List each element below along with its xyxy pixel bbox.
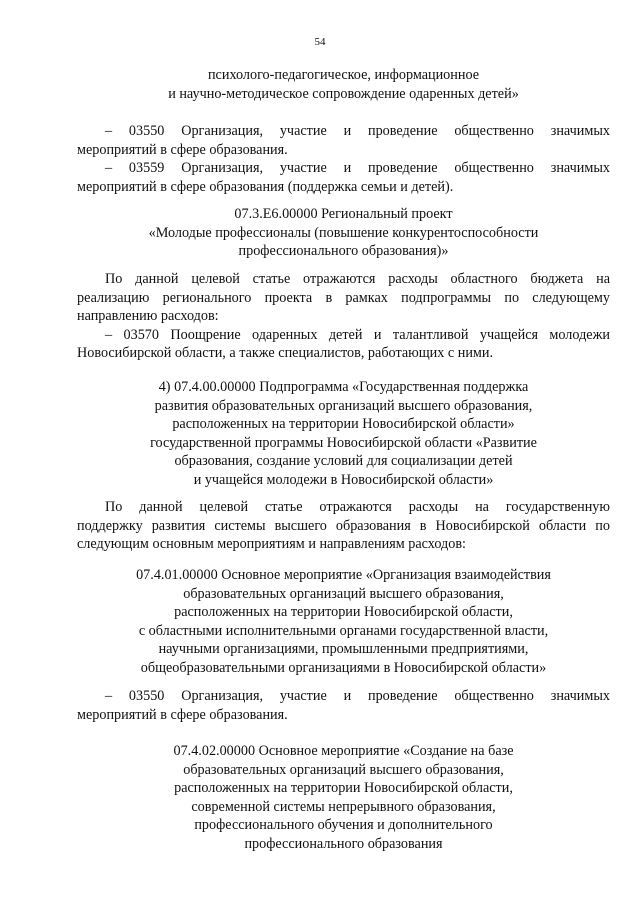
heading-line: расположенных на территории Новосибирской области» [172,416,515,433]
subprogram-heading [77,378,610,490]
paragraph-line: поддержку развития системы высшего образования в Новосибирской области по [77,517,610,534]
list-item-line: мероприятий в сфере образования. [77,141,288,158]
heading-line: научными организациями, промышленными предприятиями, [158,641,529,658]
list-item-line: – 03550 Организация, участие и проведение общественно значимых [105,688,610,704]
list-item-line: – 03559 Организация, участие и проведение общественно значимых [105,160,610,177]
paragraph-subprogram [77,498,610,554]
paragraph-line: По данной целевой статье отражаются расходы на государственную [105,499,610,515]
heading-line: образовательных организаций высшего образования, [183,761,504,778]
list-item-line: – 03550 Организация, участие и проведение общественно значимых [105,123,610,139]
expense-list-1 [77,122,610,196]
heading-line: «Молодые профессионалы (повышение конкурентоспособности [148,224,539,241]
paragraph-line: реализацию регионального проекта в рамках подпрограммы по следующему [77,289,610,306]
heading-line: общеобразовательными организациями в Новосибирской области» [140,659,547,676]
heading-line: образовательных организаций высшего образования, [183,585,504,602]
heading-line: государственной программы Новосибирской области «Развитие [150,434,537,451]
list-item-line: мероприятий в сфере образования. [77,706,288,723]
heading-line: развития образовательных организаций высшего образования, [154,397,533,414]
heading-line: профессионального образования [244,835,443,852]
heading-line: и учащейся молодежи в Новосибирской области» [193,471,494,488]
measure-heading-1 [77,566,610,678]
paragraph-line: По данной целевой статье отражаются расходы областного бюджета на [105,271,610,287]
heading-line: профессионального образования)» [238,243,449,260]
heading-line: расположенных на территории Новосибирской области, [174,780,513,797]
expense-list-2 [77,687,610,724]
heading-line: образования, создание условий для социализации детей [174,453,513,470]
heading-line: 07.3.Е6.00000 Региональный проект [234,206,453,222]
measure-heading-2 [77,742,610,854]
heading-line: психолого-педагогическое, информационное [207,67,480,83]
heading-line: 07.4.02.00000 Основное мероприятие «Создание на базе [173,743,514,759]
heading-line: расположенных на территории Новосибирской области, [174,604,513,621]
page-number: 54 [314,36,326,48]
paragraph-line: направлению расходов: [77,308,219,325]
heading-line: с областными исполнительными органами государственной власти, [138,622,549,639]
heading-line: 4) 07.4.00.00000 Подпрограмма «Государственная поддержка [158,379,529,395]
heading-line: 07.4.01.00000 Основное мероприятие «Организация взаимодействия [136,567,551,583]
paragraph-line: Новосибирской области, а также специалистов, работающих с ними. [77,345,494,362]
list-item-line: мероприятий в сфере образования (поддержка семьи и детей). [77,178,454,195]
heading-line: современной системы непрерывного образования, [191,798,496,815]
heading-line: и научно-методическое сопровождение одаренных детей» [168,85,519,102]
paragraph-regional [77,270,610,363]
paragraph-line: – 03570 Поощрение одаренных детей и талантливой учащейся молодежи [105,326,610,343]
regional-project-heading [77,205,610,261]
paragraph-line: следующим основным мероприятиям и направлениям расходов: [77,536,466,553]
heading-continuation [77,66,610,103]
heading-line: профессионального обучения и дополнительного [194,817,493,834]
